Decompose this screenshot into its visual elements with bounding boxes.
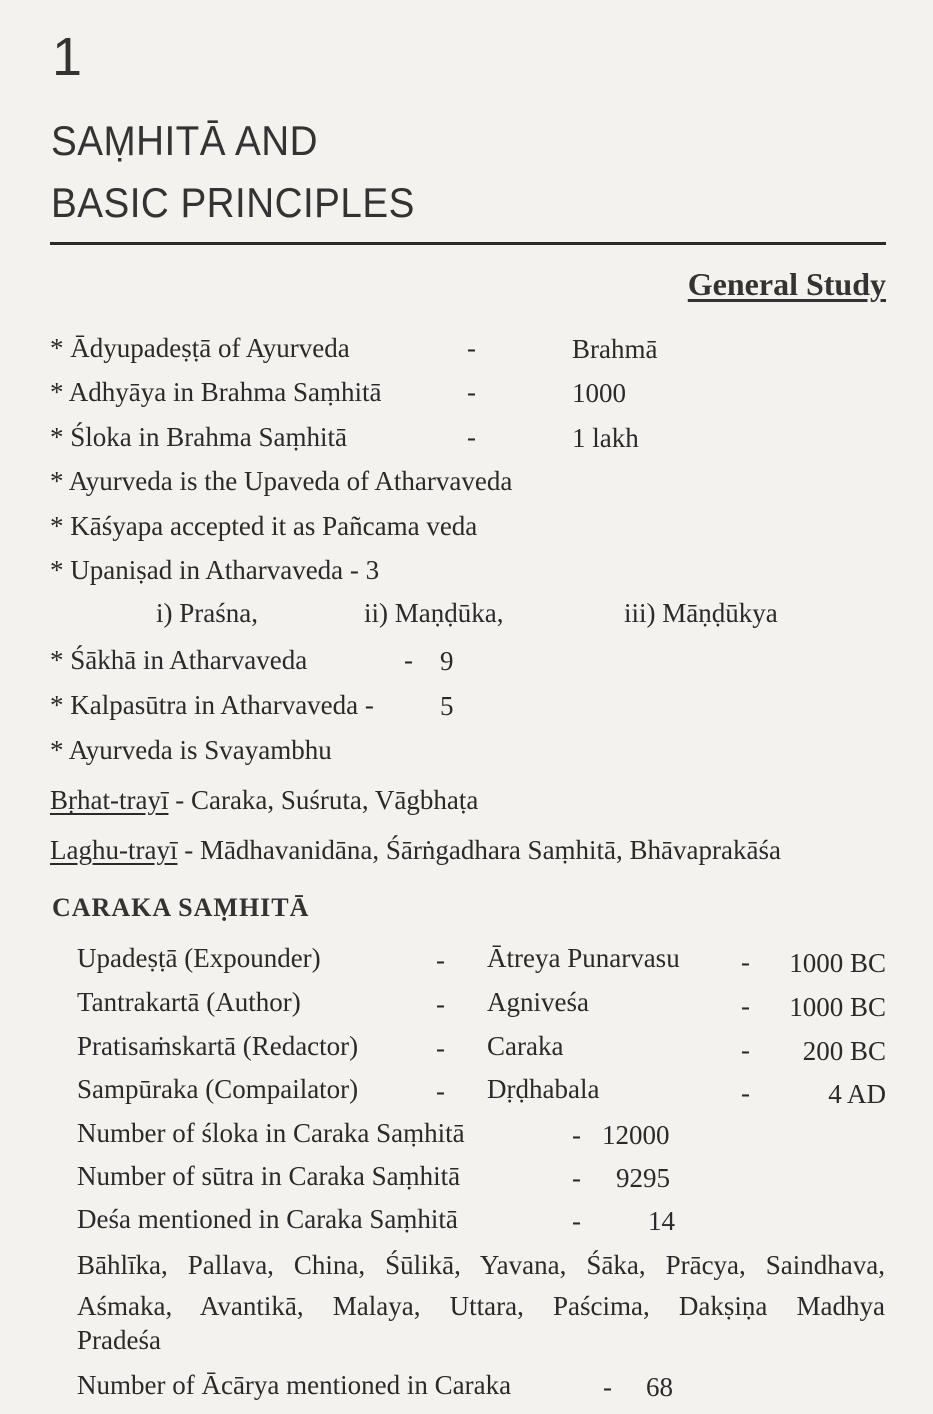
fact-label: * Śākhā in Atharvaveda [50, 645, 308, 675]
person-name: Caraka [487, 1031, 564, 1061]
statement: * Upaniṣad in Atharvaveda - 3 [50, 555, 380, 585]
count-value: 9295 [616, 1163, 670, 1193]
laghu-trayi-texts: - Mādhavanidāna, Śārṅgadhara Saṃhitā, Bhāvaprakāśa [177, 835, 781, 865]
general-study-heading: General Study [687, 266, 886, 302]
fact-value: Brahmā [572, 334, 658, 364]
count-label: Number of Ācārya mentioned in Caraka [77, 1370, 512, 1400]
chapter-title-line-2: BASIC PRINCIPLES [51, 179, 415, 226]
fact-value: 5 [440, 691, 454, 721]
count-value: 12000 [602, 1120, 670, 1150]
count-label: Deśa mentioned in Caraka Saṃhitā [77, 1204, 458, 1234]
count-label: Number of śloka in Caraka Saṃhitā [77, 1118, 465, 1148]
desa-list-line-3: Pradeśa [77, 1325, 161, 1355]
fact-value: 1000 [572, 378, 626, 408]
period: 200 BC [802, 1036, 886, 1066]
person-name: Agniveśa [487, 987, 589, 1017]
dash: - [436, 989, 445, 1019]
dash: - [741, 947, 750, 977]
role-label: Pratisaṁskartā (Redactor) [77, 1031, 359, 1061]
brhat-trayi-texts: - Caraka, Suśruta, Vāgbhaṭa [168, 785, 479, 815]
dash: - [572, 1163, 581, 1193]
fact-label: * Adhyāya in Brahma Saṃhitā [50, 377, 382, 407]
role-label: Sampūraka (Compailator) [77, 1074, 359, 1104]
period: 1000 BC [789, 948, 886, 978]
dash: - [436, 1033, 445, 1063]
fact-dash: - [467, 377, 476, 407]
upanisad-item: ii) Maṇḍūka, [364, 598, 504, 628]
fact-dash: - [467, 333, 476, 363]
caraka-samhita-heading: CARAKA SAṂHITĀ [52, 893, 310, 922]
period: 1000 BC [789, 992, 886, 1022]
role-label: Tantrakartā (Author) [77, 987, 301, 1017]
chapter-title-line-1: SAṂHITĀ AND [51, 117, 319, 164]
upanisad-item: iii) Māṇḍūkya [624, 598, 778, 628]
dash: - [741, 991, 750, 1021]
statement: * Ayurveda is the Upaveda of Atharvaveda [50, 466, 513, 496]
desa-list-line-1: Bāhlīka, Pallava, China, Śūlikā, Yavana, Śāka, Prācya, Saindhava, [77, 1250, 885, 1280]
laghu-trayi-term: Laghu-trayī [50, 835, 178, 865]
desa-list-line-2: Aśmaka, Avantikā, Malaya, Uttara, Paścima, Dakṣiṇa Madhya [77, 1291, 885, 1321]
chapter-number: 1 [52, 27, 83, 87]
dash: - [603, 1372, 612, 1402]
upanisad-item: i) Praśna, [156, 598, 258, 628]
fact-value: 9 [440, 646, 454, 676]
dash: - [572, 1120, 581, 1150]
brhat-trayi-line [50, 787, 478, 814]
fact-dash: - [467, 422, 476, 452]
dash: - [741, 1078, 750, 1108]
brhat-trayi-term: Bṛhat-trayī [50, 785, 169, 815]
person-name: Ātreya Punarvasu [487, 943, 680, 973]
role-label: Upadeṣṭā (Expounder) [77, 943, 321, 973]
statement: * Ayurveda is Svayambhu [50, 735, 332, 765]
dash: - [741, 1035, 750, 1065]
count-value: 14 [648, 1206, 675, 1236]
fact-label: * Kalpasūtra in Atharvaveda - [50, 690, 374, 720]
laghu-trayi-line [50, 837, 781, 864]
count-label: Number of sūtra in Caraka Saṃhitā [77, 1161, 461, 1191]
dash: - [436, 1076, 445, 1106]
fact-value: 1 lakh [572, 423, 639, 453]
fact-dash: - [404, 645, 413, 675]
fact-label: * Ādyupadeṣṭā of Ayurveda [50, 333, 350, 363]
dash: - [572, 1206, 581, 1236]
person-name: Dṛḍhabala [487, 1074, 600, 1104]
statement: * Kāśyapa accepted it as Pañcama veda [50, 511, 478, 541]
fact-label: * Śloka in Brahma Saṃhitā [50, 422, 347, 452]
title-rule [50, 242, 886, 245]
period: 4 AD [828, 1079, 886, 1109]
count-value: 68 [646, 1372, 673, 1402]
dash: - [436, 945, 445, 975]
